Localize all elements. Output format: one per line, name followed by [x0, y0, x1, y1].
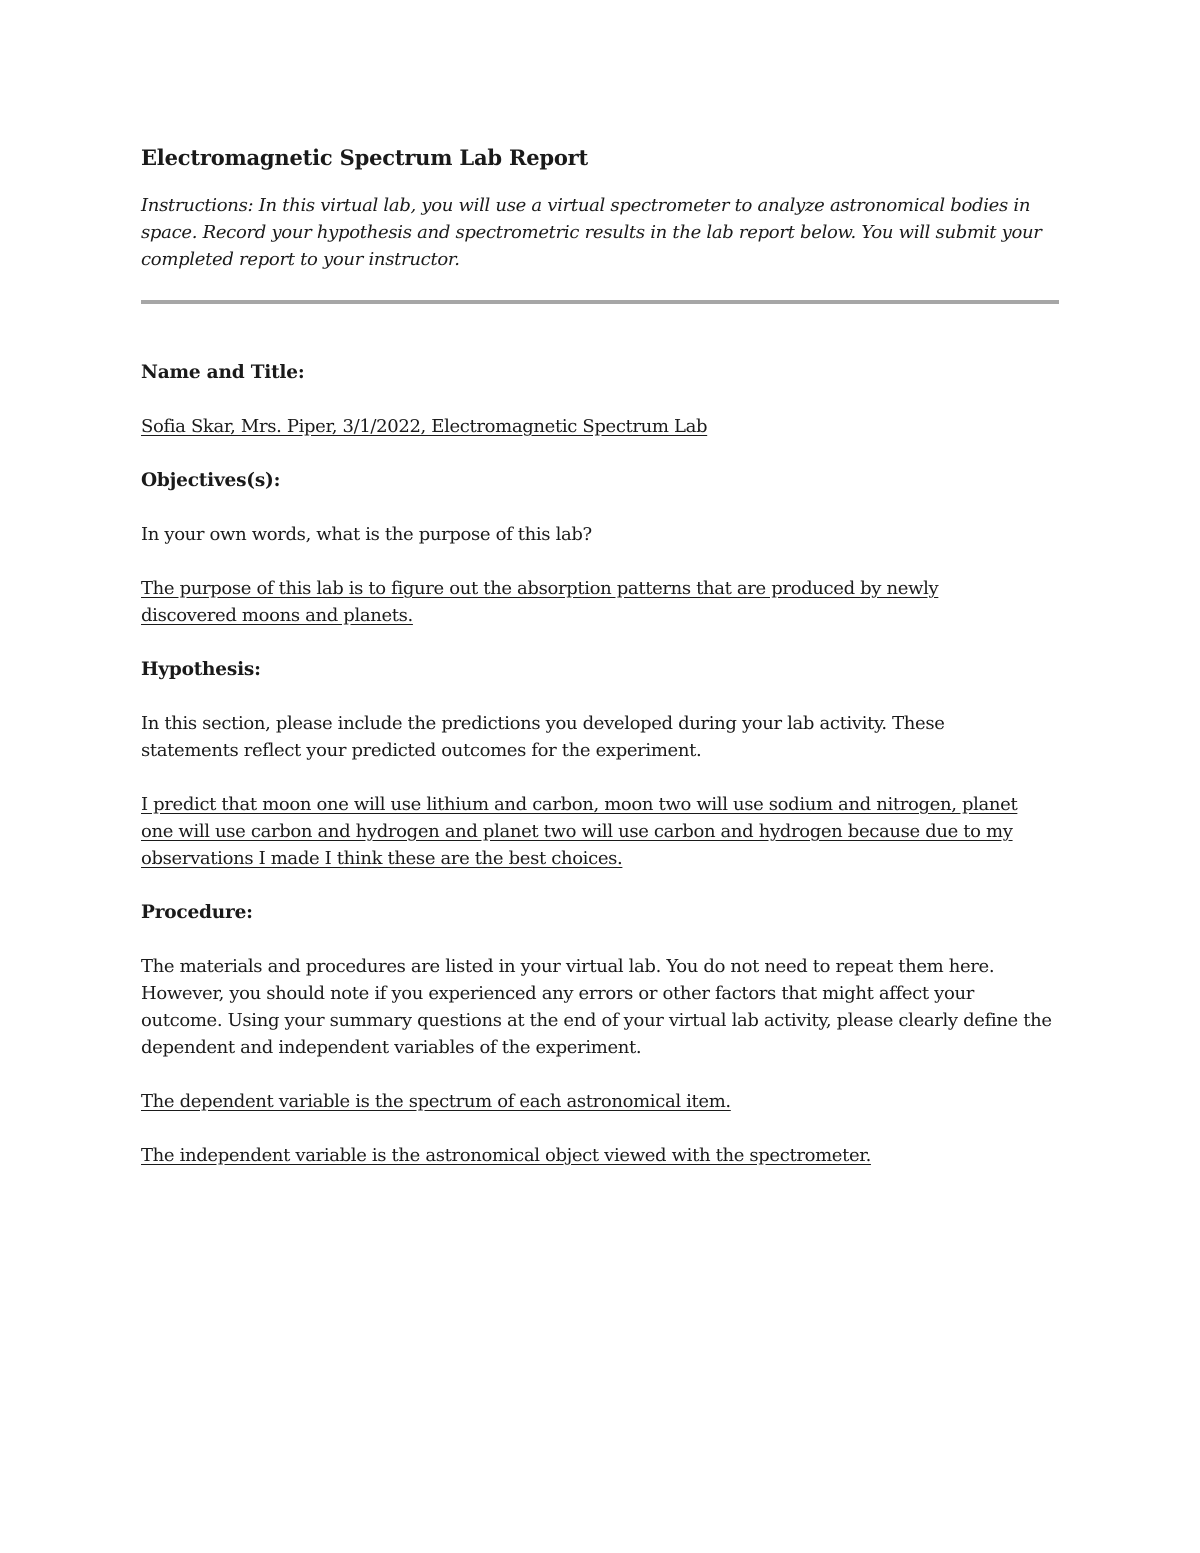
document-page [141, 140, 1061, 1169]
horizontal-divider [141, 300, 1059, 304]
procedure-dependent-answer: The dependent variable is the spectrum of each astronomical item. [141, 1091, 731, 1112]
objectives-heading: Objectives(s): [141, 470, 281, 491]
instructions-text: Instructions: In this virtual lab, you will use a virtual spectrometer to analyze astronomical bodies in space. Record your hypothesis and spectrometric results in the lab report below. You will submit your completed report to your instructor. [141, 195, 1042, 270]
objectives-answer: The purpose of this lab is to figure out the absorption patterns that are produced by newly discovered moons and planets. [141, 578, 939, 626]
hypothesis-heading: Hypothesis: [141, 659, 261, 680]
objectives-prompt: In your own words, what is the purpose of this lab? [141, 524, 592, 545]
hypothesis-answer: I predict that moon one will use lithium and carbon, moon two will use sodium and nitrogen, planet one will use carbon and hydrogen and planet two will use carbon and hydrogen because due to my observations I made I think these are the best choices. [141, 794, 1018, 869]
document-title: Electromagnetic Spectrum Lab Report [141, 145, 589, 170]
hypothesis-prompt: In this section, please include the predictions you developed during your lab activity. These statements reflect your predicted outcomes for the experiment. [141, 713, 945, 761]
name-title-answer: Sofia Skar, Mrs. Piper, 3/1/2022, Electromagnetic Spectrum Lab [141, 416, 708, 437]
procedure-independent-answer: The independent variable is the astronomical object viewed with the spectrometer. [141, 1145, 871, 1166]
procedure-heading: Procedure: [141, 902, 253, 923]
procedure-prompt: The materials and procedures are listed in your virtual lab. You do not need to repeat them here. However, you should note if you experienced any errors or other factors that might affect your outcome. Using your summary questions at the end of your virtual lab activity, please clearly define the dependent and independent variables of the experiment. [141, 956, 1052, 1058]
name-title-heading: Name and Title: [141, 362, 305, 383]
